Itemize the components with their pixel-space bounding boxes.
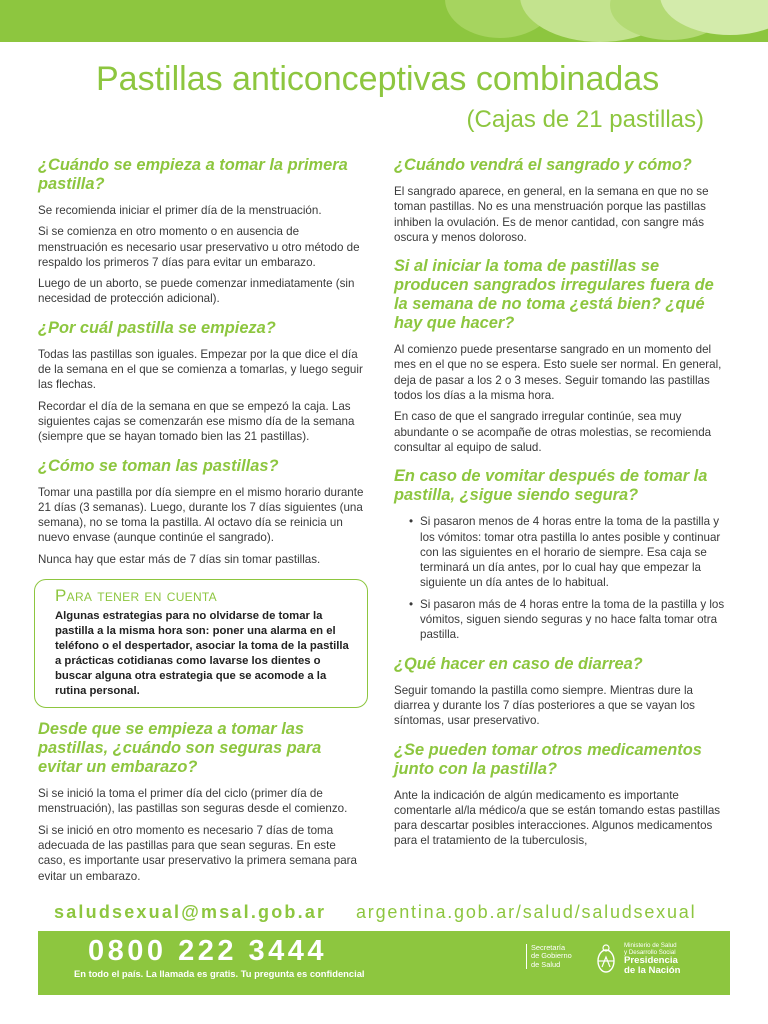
section-heading: ¿Por cuál pastilla se empieza?: [38, 318, 276, 337]
secretaria-logo: [526, 944, 572, 969]
tip-text: Algunas estrategias para no olvidarse de tomar la pastilla a la misma hora son: poner una alarma en el teléfono o el despertador, asociar la toma de la pastilla a prácticas cotidianas como lavarse los dientes o buscar alguna otra estrategia que se acomode a la rutina personal.: [55, 610, 349, 698]
section-heading: ¿Cómo se toman las pastillas?: [38, 456, 279, 475]
bullet-list: [394, 514, 730, 642]
paragraph: Si se inició en otro momento es necesario 7 días de toma adecuada de las pastillas para que sean seguras. En este caso, es importante usar preservativo la primera semana para evitar un embarazo.: [38, 823, 357, 883]
tip-title: Para tener en cuenta: [55, 586, 217, 606]
logo-line: de Salud: [531, 959, 561, 969]
paragraph: Todas las pastillas son iguales. Empezar por la que dice el día de la semana en el que se comienza a tomarlas, y luego seguir las flechas.: [38, 347, 363, 392]
contact-email[interactable]: saludsexual@msal.gob.ar: [54, 902, 327, 922]
section-which-pill: [38, 319, 364, 445]
section-bleeding: [394, 156, 730, 245]
list-item: • Si pasaron más de 4 horas entre la toma de la pastilla y los vómitos, siguen siendo seguras y no hace falta tomar otra pastilla.: [420, 597, 730, 643]
logo-line: Secretaría: [531, 943, 566, 952]
tip-box: [34, 579, 368, 708]
section-heading: Desde que se empieza a tomar las pastillas, ¿cuándo son seguras para evitar un embarazo?: [38, 720, 322, 777]
hotline-note: En todo el país. La llamada es gratis. Tu pregunta es confidencial: [74, 968, 365, 979]
paragraph: Recordar el día de la semana en que se empezó la caja. Las siguientes cajas se comenzarán ese mismo día de la semana (siempre que se hayan tomado bien las 21 pastillas).: [38, 399, 355, 444]
section-heading: ¿Qué hacer en caso de diarrea?: [394, 654, 643, 673]
website-link[interactable]: argentina.gob.ar/salud/saludsexual: [356, 902, 697, 922]
paragraph: Si se comienza en otro momento o en ausencia de menstruación es necesario usar preservativo u otro método de respaldo los primeros 7 días para evitar un embarazo.: [38, 225, 360, 269]
section-when-safe: [38, 720, 364, 884]
footer-bar: [38, 931, 730, 995]
section-heading: ¿Se pueden tomar otros medicamentos junto con la pastilla?: [394, 740, 702, 778]
coat-of-arms-icon: [595, 943, 617, 975]
paragraph: Si se inició la toma el primer día del ciclo (primer día de menstruación), las pastillas son seguras desde el comienzo.: [38, 787, 348, 816]
paragraph: Al comienzo puede presentarse sangrado en un momento del mes en el que no se espera. Esto suele ser normal. En general, deja de pasar a los 2 o 3 meses. Seguir tomando las pastillas todos los días a la misma hora.: [394, 343, 722, 403]
hotline-number[interactable]: 0800 222 3444: [88, 935, 328, 967]
section-heading: Si al iniciar la toma de pastillas se producen sangrados irregulares fuera de la semana de no toma ¿está bien? ¿qué hay que hacer?: [394, 257, 714, 333]
paragraph: Luego de un aborto, se puede comenzar inmediatamente (sin necesidad de protección adicional).: [38, 277, 355, 306]
page-title: Pastillas anticonceptivas combinadas: [96, 60, 660, 98]
logo-line: de Gobierno: [531, 951, 572, 961]
paragraph: Se recomienda iniciar el primer día de la menstruación.: [38, 204, 322, 217]
section-start: [38, 156, 364, 307]
paragraph: Ante la indicación de algún medicamento es importante comentarle al/la médico/a que se están tomando estas pastillas para descartar posibles interacciones. Algunos medicamentos para el tratamiento de la tuberculosis,: [394, 788, 721, 848]
paragraph: Tomar una pastilla por día siempre en el mismo horario durante 21 días (3 semanas). Luego, durante los 7 días siguientes (una semana), no se toma la pastilla. Al octavo día se reinicia un nuevo envase (aunque continúe el sangrado).: [38, 485, 364, 545]
page-subtitle: (Cajas de 21 pastillas): [466, 106, 704, 133]
paragraph: Nunca hay que estar más de 7 días sin tomar pastillas.: [38, 552, 321, 566]
left-column: [38, 156, 364, 896]
logo-line: Presidencia: [624, 955, 678, 966]
section-how-to-take: [38, 457, 364, 567]
section-diarrhea: [394, 655, 730, 729]
section-heading: ¿Cuándo se empieza a tomar la primera pastilla?: [38, 156, 348, 193]
section-vomiting: [394, 467, 730, 642]
paragraph: En caso de que el sangrado irregular continúe, sea muy abundante o se acompañe de otras molestias, se recomienda consultar al equipo de salud.: [394, 410, 712, 454]
section-other-medication: [394, 741, 730, 849]
section-heading: En caso de vomitar después de tomar la pastilla, ¿sigue siendo segura?: [394, 467, 708, 505]
section-heading: ¿Cuándo vendrá el sangrado y cómo?: [394, 156, 692, 174]
list-item: • Si pasaron menos de 4 horas entre la toma de la pastilla y los vómitos: tomar otra pastilla lo antes posible y continuar con las siguientes en el horario de siempre. Esa caja se terminará un día antes, por lo cual hay que empezar la siguiente un día antes de lo habitual.: [420, 514, 730, 590]
right-column: [394, 156, 730, 861]
logo-line: y Desarrollo Social: [624, 949, 676, 956]
paragraph: El sangrado aparece, en general, en la semana en que no se toman pastillas. No es una menstruación porque las pastillas inhiben la ovulación. Es de menor cantidad, con sangre más oscura y menos doloroso.: [394, 185, 709, 244]
section-irregular-bleeding: [394, 257, 730, 455]
logo-line: Ministerio de Salud: [624, 942, 677, 949]
ministerio-logo: [624, 942, 681, 976]
logo-line: de la Nación: [624, 965, 681, 976]
top-band: [0, 0, 768, 42]
paragraph: Seguir tomando la pastilla como siempre. Mientras dure la diarrea y durante los 7 días posteriores a que se vayan los síntomas, usar preservativo.: [394, 683, 695, 728]
